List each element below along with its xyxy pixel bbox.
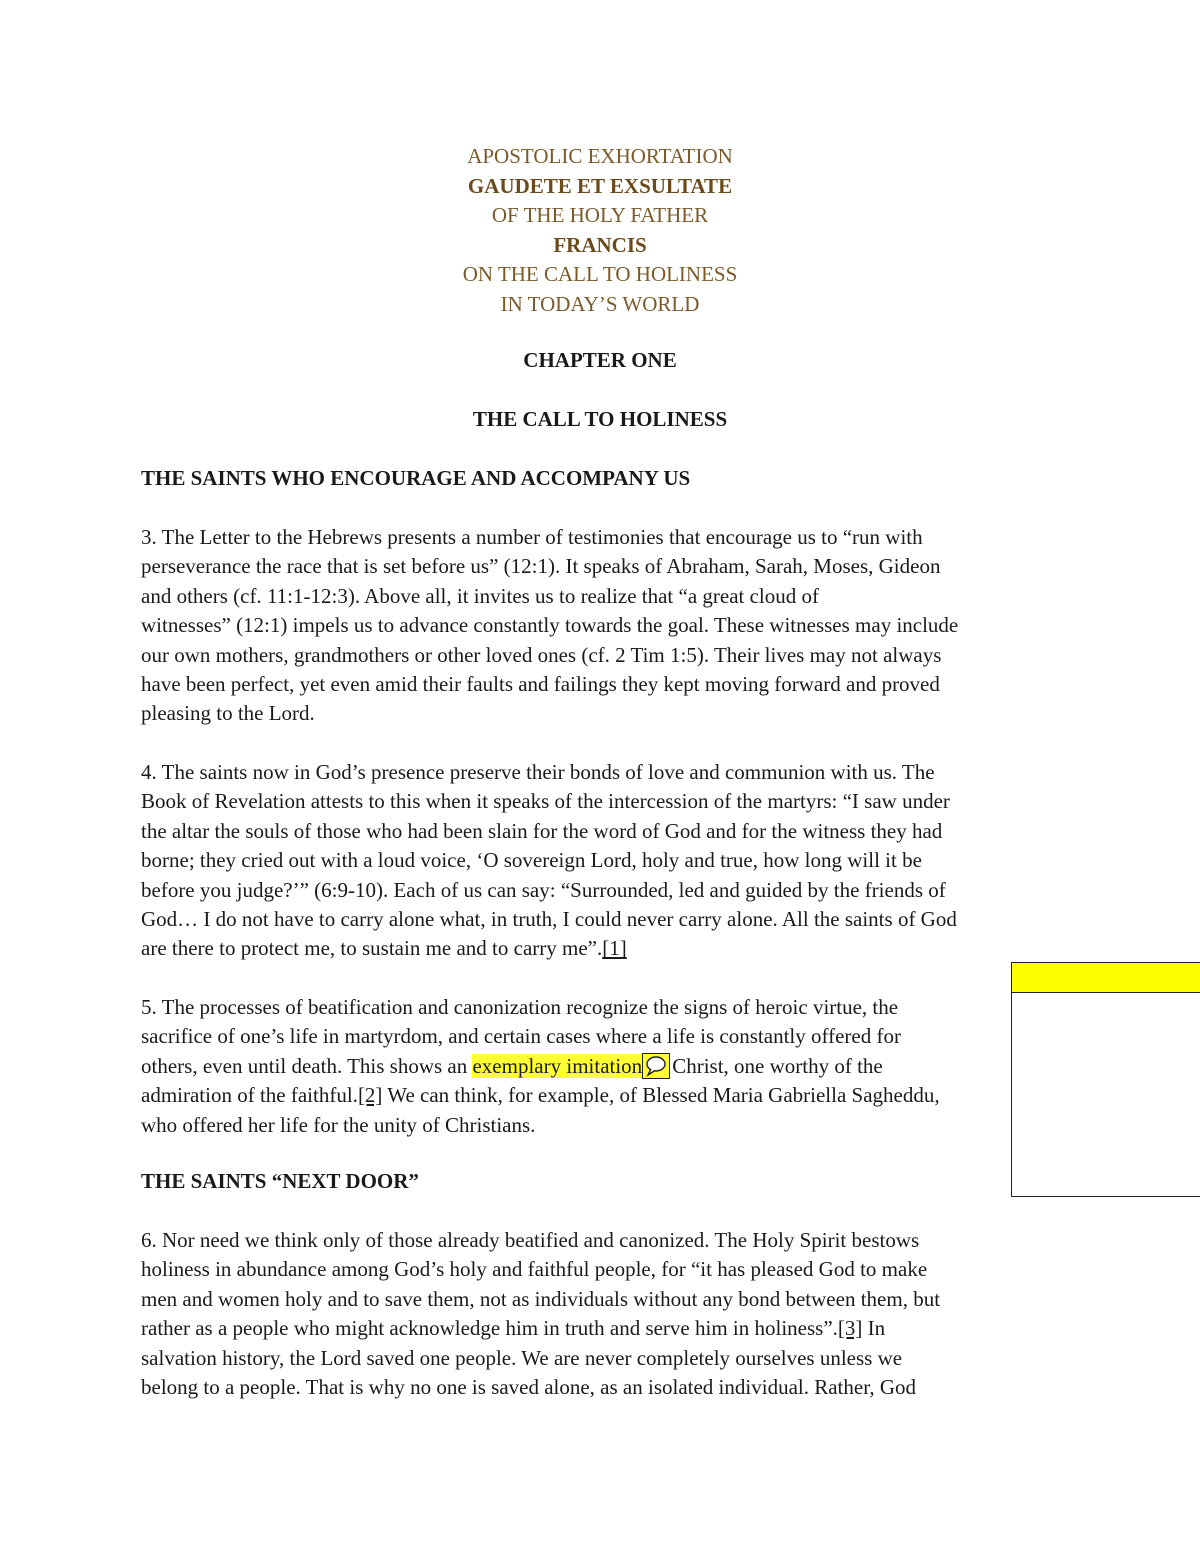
- paragraph-5: [141, 993, 1007, 1140]
- title-line-2: GAUDETE ET EXSULTATE: [467, 173, 733, 198]
- title-line-5: ON THE CALL TO HOLINESS: [462, 262, 738, 287]
- comment-panel[interactable]: [1011, 962, 1200, 1197]
- paragraph-line: belong to a people. That is why no one is saved alone, as an isolated individual. Rather, God: [141, 1374, 917, 1399]
- paragraph-6: [141, 1226, 1071, 1402]
- title-block: [0, 142, 1200, 320]
- paragraph-4: [141, 758, 1071, 964]
- paragraph-line: perseverance the race that is set before us” (12:1). It speaks of Abraham, Sarah, Moses, Gideon: [141, 554, 941, 579]
- highlighted-text[interactable]: exemplary imitation: [472, 1053, 643, 1078]
- section-heading-saints-encourage: THE SAINTS WHO ENCOURAGE AND ACCOMPANY US: [141, 466, 691, 490]
- title-line-1: APOSTOLIC EXHORTATION: [467, 144, 733, 168]
- paragraph-line: borne; they cried out with a loud voice, ‘O sovereign Lord, holy and true, how long will it be: [141, 848, 922, 873]
- footnote-link-2[interactable]: [2]: [357, 1083, 383, 1108]
- title-line-6: IN TODAY’S WORLD: [500, 291, 700, 316]
- chapter-heading: CHAPTER ONE: [523, 348, 677, 372]
- paragraph-line: who offered her life for the unity of Christians.: [141, 1112, 536, 1137]
- paragraph-line: the altar the souls of those who had been slain for the word of God and for the witness they had: [141, 818, 943, 843]
- paragraph-text: are there to protect me, to sustain me and to carry me”.: [141, 936, 603, 961]
- paragraph-line: men and women holy and to save them, not as individuals without any bond between them, but: [141, 1286, 941, 1311]
- paragraph-line: pleasing to the Lord.: [141, 701, 315, 726]
- title-line-4: FRANCIS: [553, 232, 647, 257]
- paragraph-line: 3. The Letter to the Hebrews presents a number of testimonies that encourage us to “run with: [141, 525, 923, 549]
- paragraph-text: In: [862, 1316, 886, 1341]
- paragraph-line: [141, 1314, 1071, 1343]
- paragraph-line: Book of Revelation attests to this when it speaks of the intercession of the martyrs: “I saw under: [141, 789, 950, 814]
- paragraph-line: witnesses” (12:1) impels us to advance constantly towards the goal. These witnesses may include: [141, 613, 959, 638]
- paragraph-text: Christ, one worthy of the: [672, 1053, 883, 1078]
- paragraph-line: God… I do not have to carry alone what, in truth, I could never carry alone. All the saints of God: [141, 906, 957, 931]
- paragraph-line: have been perfect, yet even amid their faults and failings they kept moving forward and proved: [141, 671, 940, 696]
- paragraph-line: 5. The processes of beatification and canonization recognize the signs of heroic virtue, the: [141, 995, 899, 1019]
- section-heading-saints-next-door: THE SAINTS “NEXT DOOR”: [141, 1169, 419, 1193]
- paragraph-text: others, even until death. This shows an: [141, 1053, 473, 1078]
- paragraph-line: before you judge?’” (6:9-10). Each of us can say: “Surrounded, led and guided by the friends of: [141, 877, 946, 902]
- paragraph-line: salvation history, the Lord saved one people. We are never completely ourselves unless we: [141, 1345, 903, 1370]
- chapter-title: THE CALL TO HOLINESS: [472, 407, 728, 431]
- footnote-link-3[interactable]: [3]: [837, 1316, 863, 1341]
- paragraph-line: sacrifice of one’s life in martyrdom, and certain cases where a life is constantly offered for: [141, 1024, 901, 1049]
- paragraph-line: 4. The saints now in God’s presence preserve their bonds of love and communion with us. The: [141, 760, 935, 784]
- comment-panel-header: [1012, 963, 1200, 993]
- paragraph-line: [141, 934, 1071, 963]
- paragraph-3: [141, 523, 1071, 729]
- footnote-link-1[interactable]: [1]: [602, 936, 627, 961]
- comment-icon[interactable]: [642, 1053, 670, 1079]
- paragraph-line: our own mothers, grandmothers or other loved ones (cf. 2 Tim 1:5). Their lives may not always: [141, 642, 942, 667]
- paragraph-line: and others (cf. 11:1-12:3). Above all, it invites us to realize that “a great cloud of: [141, 583, 820, 608]
- paragraph-text: admiration of the faithful.: [141, 1083, 358, 1108]
- paragraph-line: 6. Nor need we think only of those already beatified and canonized. The Holy Spirit bestows: [141, 1228, 920, 1252]
- paragraph-text: We can think, for example, of Blessed Maria Gabriella Sagheddu,: [382, 1083, 940, 1108]
- paragraph-line: [141, 1081, 1007, 1110]
- title-line-3: OF THE HOLY FATHER: [491, 203, 709, 228]
- paragraph-text: rather as a people who might acknowledge him in truth and serve him in holiness”.: [141, 1316, 838, 1341]
- paragraph-line: holiness in abundance among God’s holy and faithful people, for “it has pleased God to make: [141, 1257, 928, 1282]
- paragraph-line: [141, 1052, 1007, 1081]
